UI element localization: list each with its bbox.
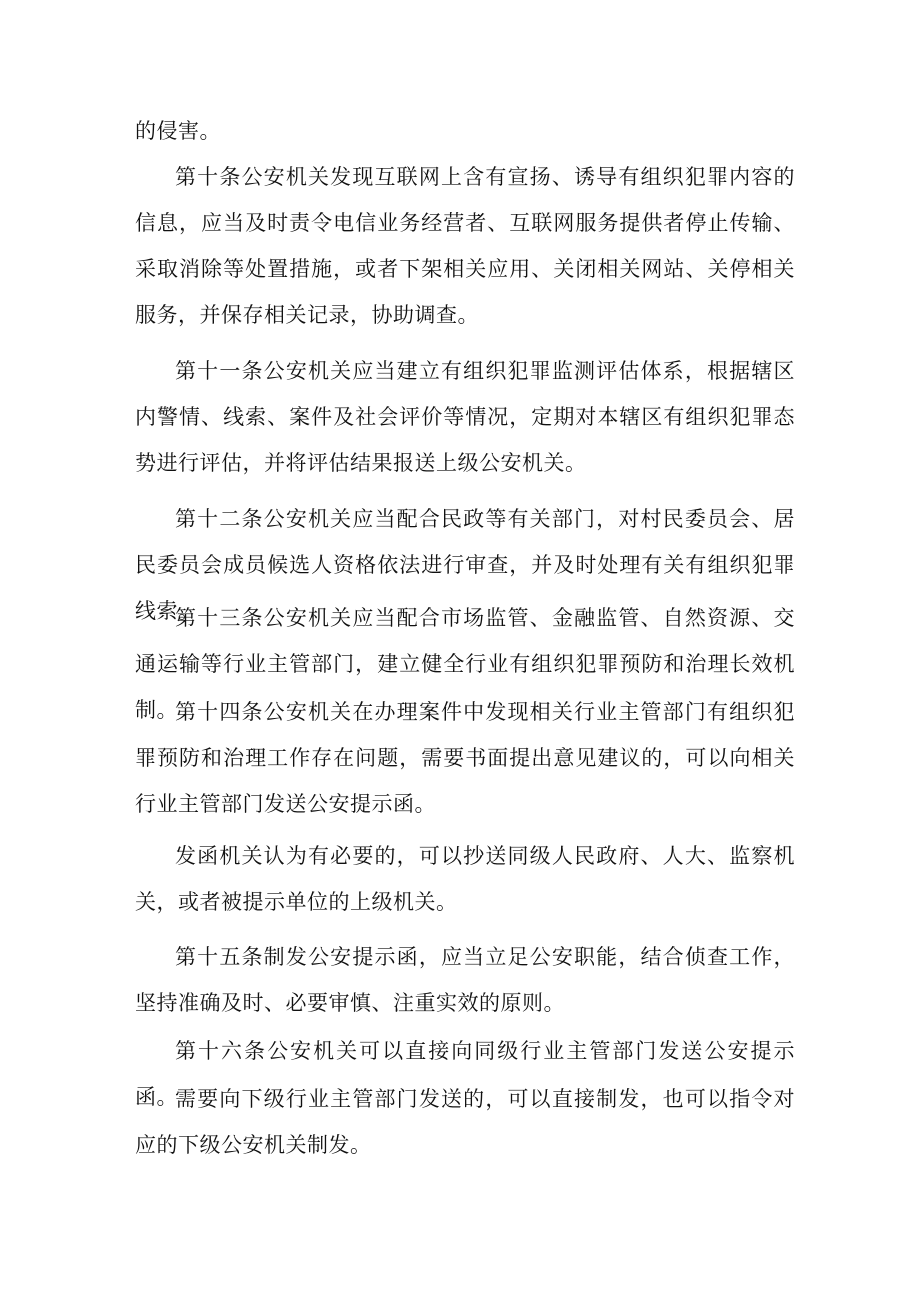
- paragraph-lower-level: 需要向下级行业主管部门发送的，可以直接制发，也可以指令对应的下级公安机关制发。: [135, 1087, 795, 1157]
- paragraph-article-12: 第十二条公安机关应当配合民政等有关部门，对村民委员会、居民委员会成员候选人资格依法进行审查，并及时处理有关有组织犯罪线索。: [135, 507, 795, 623]
- paragraph-continuation: 的侵害。: [135, 119, 221, 143]
- paragraph-article-16: 第十六条公安机关可以直接向同级行业主管部门发送公安提示函。: [135, 1039, 795, 1109]
- paragraph-article-11: 第十一条公安机关应当建立有组织犯罪监测评估体系，根据辖区内警情、线索、案件及社会评价等情况，定期对本辖区有组织犯罪态势进行评估，并将评估结果报送上级公安机关。: [135, 359, 795, 475]
- paragraph-article-10: 第十条公安机关发现互联网上含有宣扬、诱导有组织犯罪内容的信息，应当及时责令电信业务经营者、互联网服务提供者停止传输、采取消除等处置措施，或者下架相关应用、关闭相关网站、关停相关服务，并保存相关记录，协助调查。: [135, 165, 795, 327]
- paragraph-article-13: 第十三条公安机关应当配合市场监管、金融监管、自然资源、交通运输等行业主管部门，建立健全行业有组织犯罪预防和治理长效机制。: [135, 606, 795, 722]
- paragraph-article-14: 第十四条公安机关在办理案件中发现相关行业主管部门有组织犯罪预防和治理工作存在问题，需要书面提出意见建议的，可以向相关行业主管部门发送公安提示函。: [135, 700, 795, 816]
- paragraph-article-15: 第十五条制发公安提示函，应当立足公安职能，结合侦查工作，坚持准确及时、必要审慎、注重实效的原则。: [135, 945, 795, 1015]
- paragraph-copy-note: 发函机关认为有必要的，可以抄送同级人民政府、人大、监察机关，或者被提示单位的上级机关。: [135, 844, 795, 914]
